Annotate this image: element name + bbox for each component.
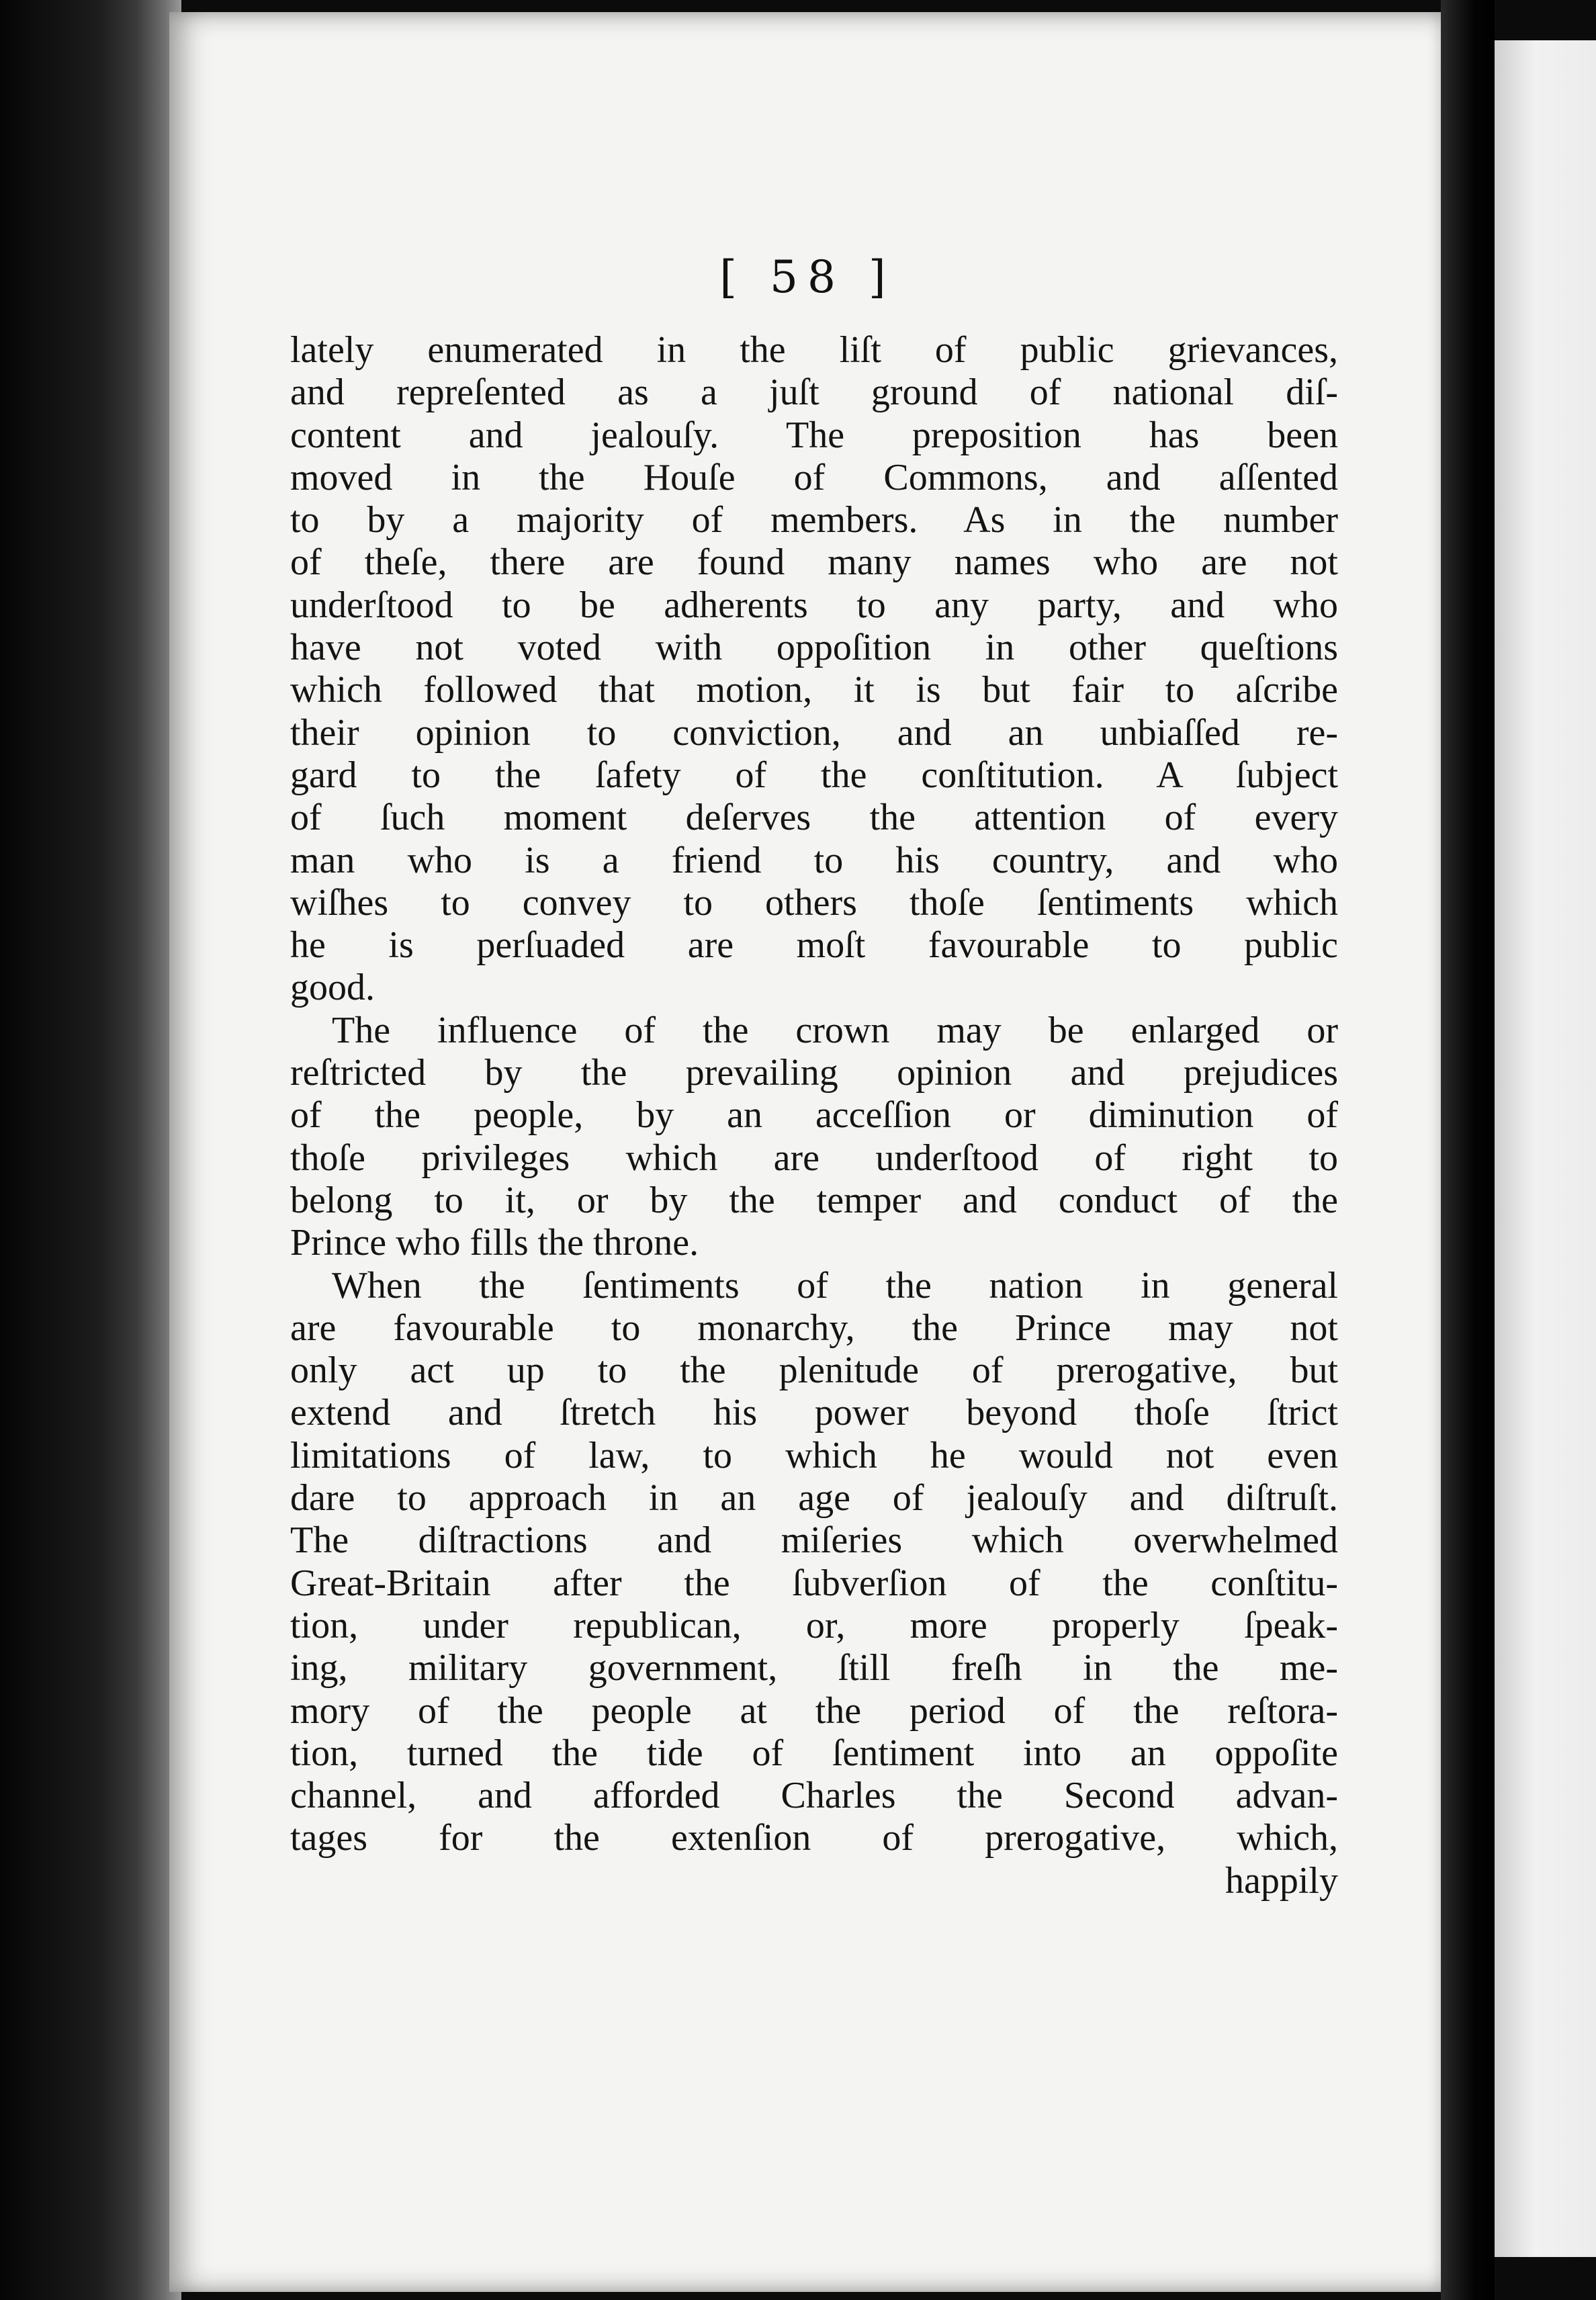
text-line: have not voted with oppoſition in other queſtions bbox=[290, 627, 1338, 669]
text-line: belong to it, or by the temper and conduct of the bbox=[290, 1179, 1338, 1221]
text-line: which followed that motion, it is but fair to aſcribe bbox=[290, 669, 1338, 711]
text-line: tages for the extenſion of prerogative, which, bbox=[290, 1817, 1338, 1859]
body-text bbox=[290, 329, 1338, 1902]
text-line: man who is a friend to his country, and who bbox=[290, 839, 1338, 881]
text-line: limitations of law, to which he would not even bbox=[290, 1434, 1338, 1476]
text-line: underſtood to be adherents to any party, and who bbox=[290, 584, 1338, 626]
text-line: The diſtractions and miſeries which overwhelmed bbox=[290, 1519, 1338, 1562]
text-line: he is perſuaded are moſt favourable to public bbox=[290, 924, 1338, 967]
text-line: of the people, by an acceſſion or diminution of bbox=[290, 1094, 1338, 1137]
text-line: Great-Britain after the ſubverſion of the conſtitu- bbox=[290, 1562, 1338, 1604]
text-line: only act up to the plenitude of prerogative, but bbox=[290, 1350, 1338, 1392]
text-line: channel, and afforded Charles the Second advan- bbox=[290, 1775, 1338, 1817]
text-line: good. bbox=[290, 967, 375, 1009]
text-line: When the ſentiments of the nation in general bbox=[332, 1264, 1338, 1307]
text-line: moved in the Houſe of Commons, and aſſented bbox=[290, 456, 1338, 498]
text-line: are favourable to monarchy, the Prince may not bbox=[290, 1307, 1338, 1349]
text-line: ing, military government, ſtill freſh in the me- bbox=[290, 1647, 1338, 1689]
catchword: happily bbox=[1225, 1859, 1338, 1902]
scan-binding-shadow bbox=[0, 0, 181, 2300]
text-line: tion, under republican, or, more properly ſpeak- bbox=[290, 1604, 1338, 1646]
facing-page-edge bbox=[1495, 40, 1596, 2257]
text-line: gard to the ſafety of the conſtitution. A ſubject bbox=[290, 754, 1338, 796]
text-line: mory of the people at the period of the reſtora- bbox=[290, 1689, 1338, 1732]
text-line: of theſe, there are found many names who are not bbox=[290, 541, 1338, 584]
text-line: The influence of the crown may be enlarged or bbox=[332, 1009, 1338, 1051]
text-line: extend and ſtretch his power beyond thoſe ſtrict bbox=[290, 1392, 1338, 1434]
text-line: and repreſented as a juſt ground of national diſ- bbox=[290, 371, 1338, 414]
page-number-header: [ 58 ] bbox=[719, 251, 895, 303]
text-line: thoſe privileges which are underſtood of right to bbox=[290, 1137, 1338, 1179]
text-line: dare to approach in an age of jealouſy and diſtruſt. bbox=[290, 1477, 1338, 1519]
text-line: Prince who fills the throne. bbox=[290, 1222, 699, 1264]
text-line: tion, turned the tide of ſentiment into an oppoſite bbox=[290, 1732, 1338, 1774]
text-line: lately enumerated in the liſt of public grievances, bbox=[290, 329, 1338, 371]
book-gutter bbox=[1441, 0, 1495, 2300]
text-line: to by a majority of members. As in the number bbox=[290, 499, 1338, 541]
text-line: reſtricted by the prevailing opinion and prejudices bbox=[290, 1052, 1338, 1094]
text-line: their opinion to conviction, and an unbiaſſed re- bbox=[290, 711, 1338, 754]
text-line: content and jealouſy. The preposition has been bbox=[290, 414, 1338, 456]
text-line: wiſhes to convey to others thoſe ſentiments which bbox=[290, 881, 1338, 924]
text-line: of ſuch moment deſerves the attention of every bbox=[290, 797, 1338, 839]
